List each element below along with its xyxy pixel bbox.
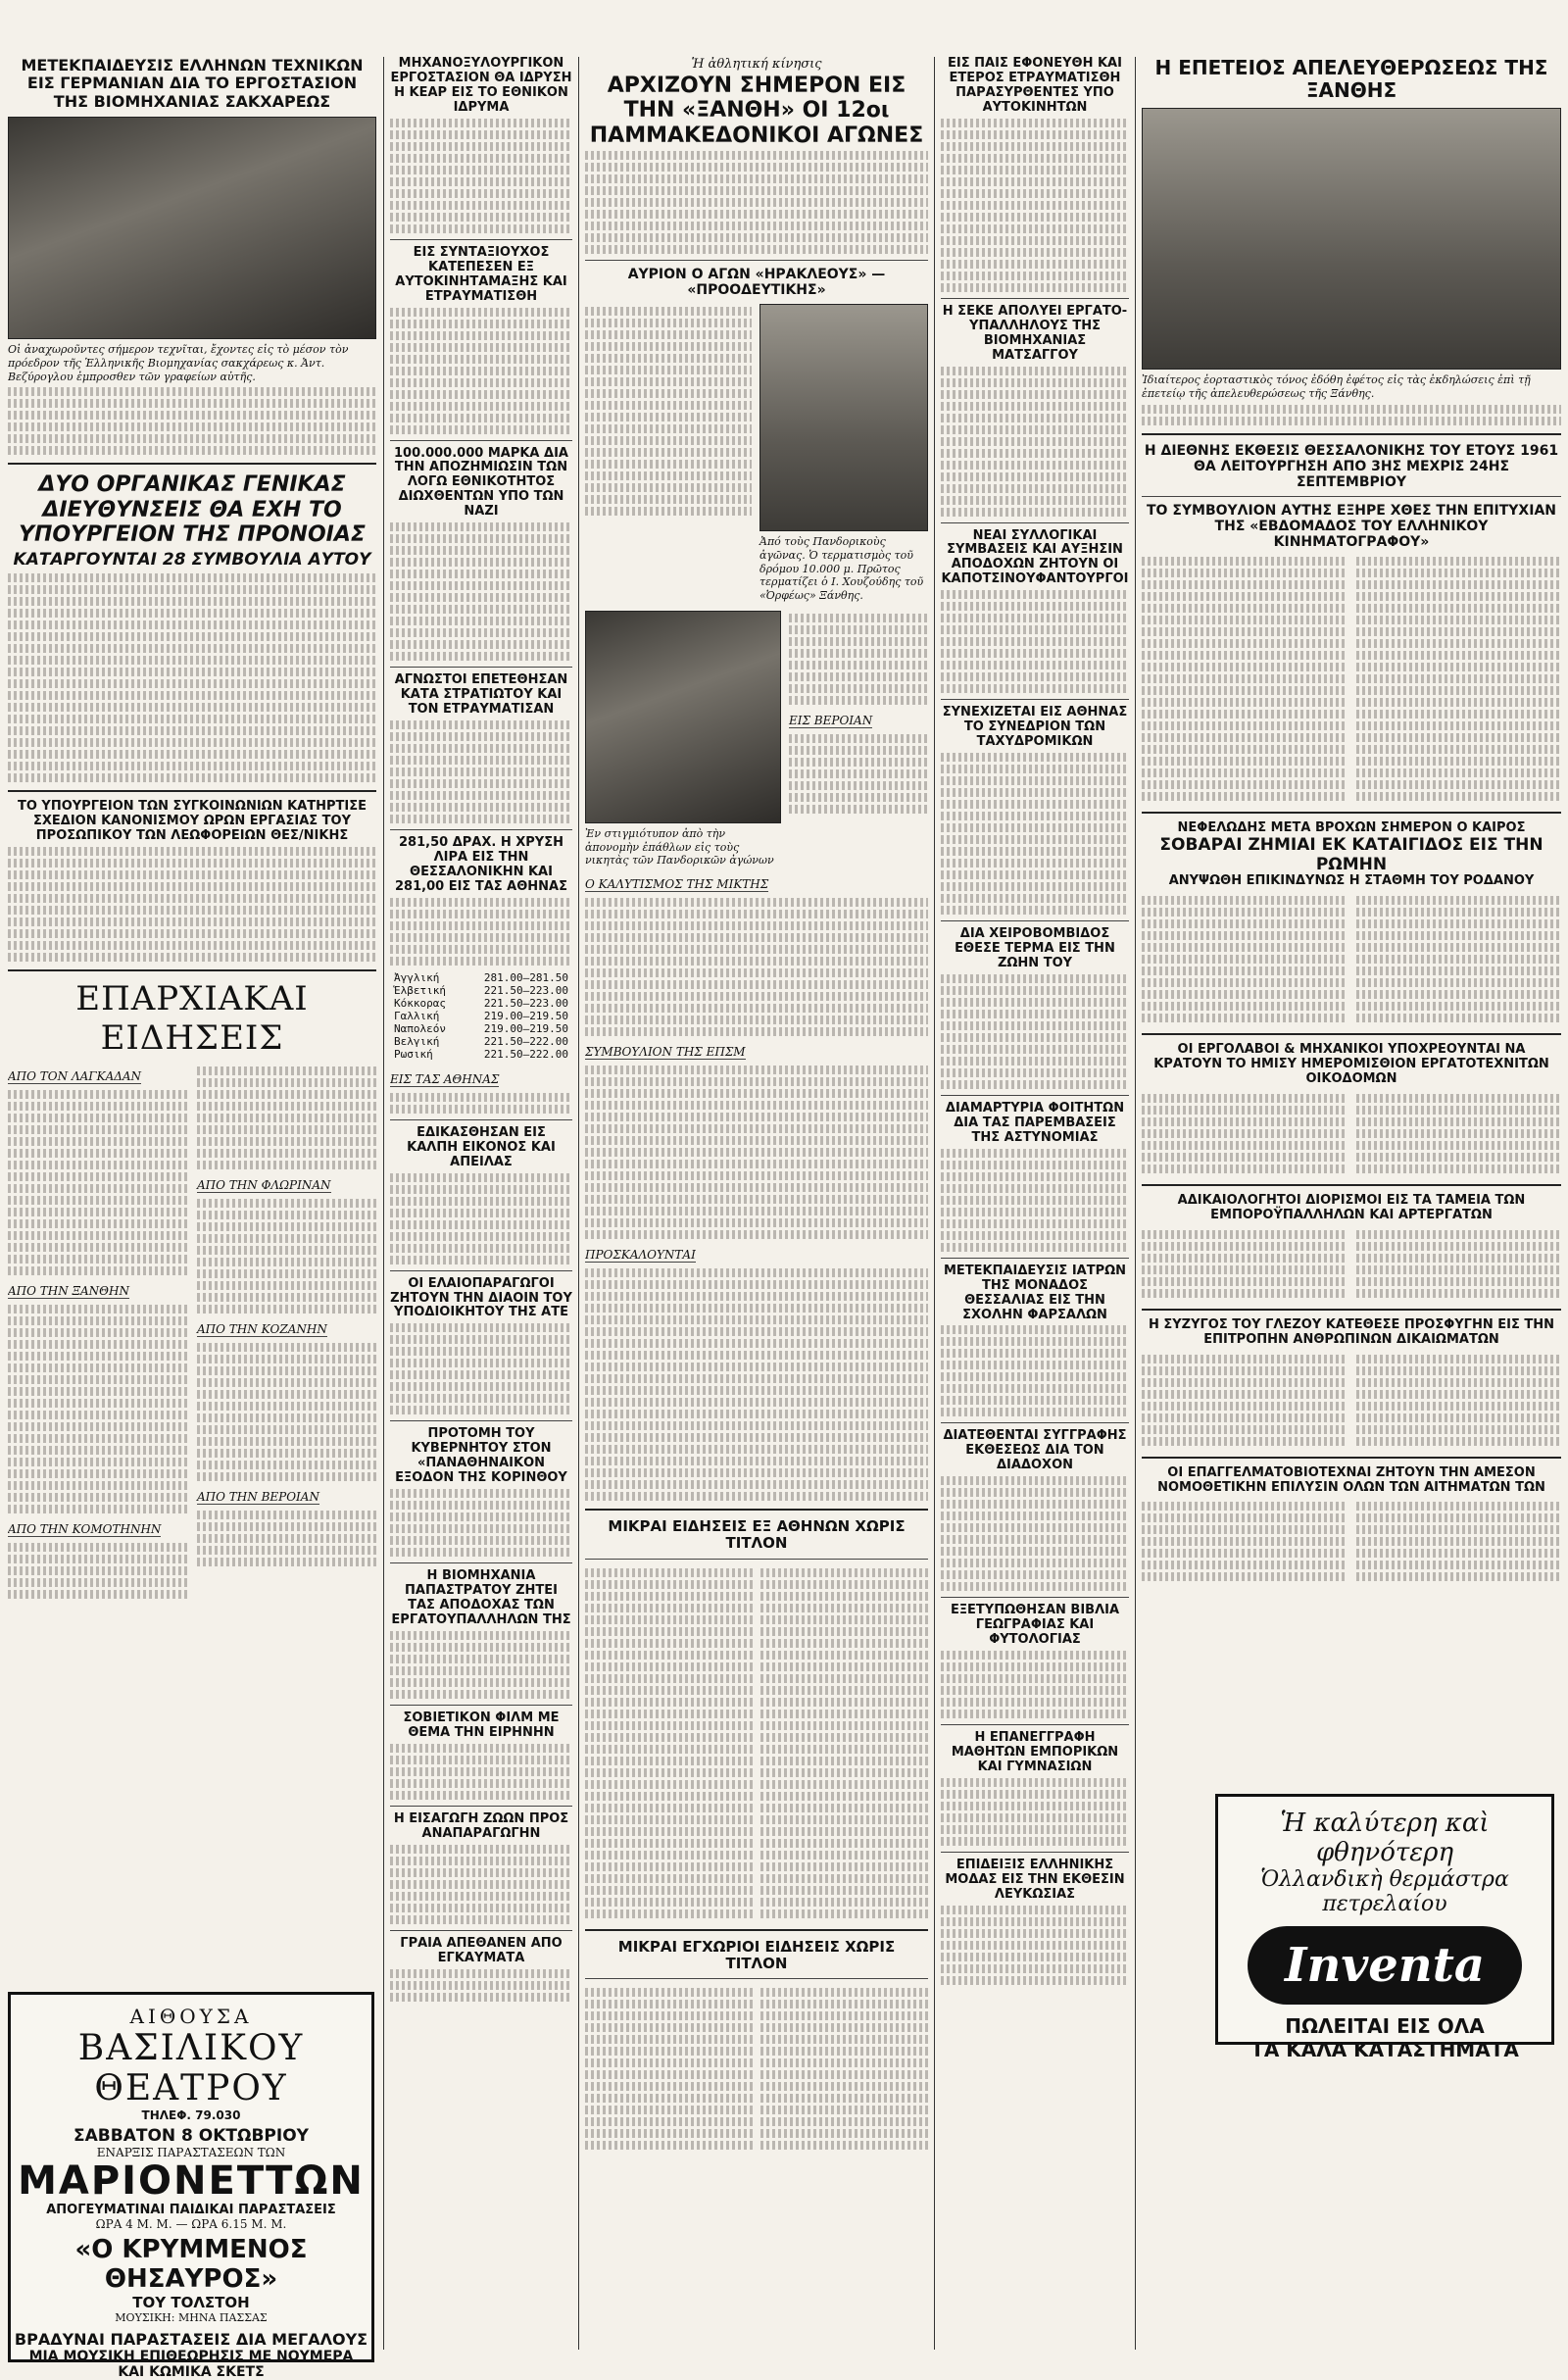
price-row: Ἑλβετική 221.50—223.00 <box>394 983 568 997</box>
sports-subheadline: ΑΥΡΙΟΝ Ο ΑΓΩΝ «ΗΡΑΚΛΕΟΥΣ» — «ΠΡΟΟΔΕΥΤΙΚΗΣ» <box>627 266 886 298</box>
headline-re-enrollment: Η ΕΠΑΝΕΓΓΡΑΦΗ ΜΑΘΗΤΩΝ ΕΜΠΟΡΙΚΩΝ ΚΑΙ ΓΥΜΝΑΣΙΩΝ <box>951 1730 1119 1774</box>
headline-soviet-film: ΣΟΒΙΕΤΙΚΟΝ ΦΙΛΜ ΜΕ ΘΕΜΑ ΤΗΝ ΕΙΡΗΝΗΝ <box>403 1710 560 1740</box>
section-xanthi: ΑΠΟ ΤΗΝ ΞΑΝΘΗΝ <box>8 1283 129 1298</box>
ad-theatre-times: ΩΡΑ 4 Μ. Μ. — ΩΡΑ 6.15 Μ. Μ. <box>95 2217 287 2231</box>
sports-headline: ΑΡΧΙΖΟΥΝ ΣΗΜΕΡΟΝ ΕΙΣ ΤΗΝ «ΞΑΝΘΗ» ΟΙ 12οι ΠΑΜΜΑΚΕΔΟΝΙΚΟΙ ΑΓΩΝΕΣ <box>589 74 924 148</box>
ad-theatre-author: ΤΟΥ ΤΟΛΣΤΟΗ <box>132 2294 250 2311</box>
ad-theatre-night: ΒΡΑΔΥΝΑΙ ΠΑΡΑΣΤΑΣΕΙΣ ΔΙΑ ΜΕΓΑΛΟΥΣ <box>14 2330 368 2349</box>
subhead-welfare: ΚΑΤΑΡΓΟΥΝΤΑΙ 28 ΣΥΜΒΟΥΛΙΑ ΑΥΤΟΥ <box>13 550 371 570</box>
column-rule <box>1135 57 1136 2350</box>
headline-local-briefs: ΜΙΚΡΑΙ ΕΓΧΩΡΙΟΙ ΕΙΔΗΣΕΙΣ ΧΩΡΙΣ ΤΙΤΛΟΝ <box>617 1937 896 1972</box>
gold-prices-table <box>394 971 568 1061</box>
section-komotini: ΑΠΟ ΤΗΝ ΚΟΜΟΤΗΝΗΝ <box>8 1521 162 1536</box>
column-sports <box>585 57 928 2350</box>
section-lagkadas: ΑΠΟ ΤΟΝ ΛΑΓΚΑΔΑΝ <box>8 1068 142 1083</box>
column-rule <box>383 57 384 2350</box>
caption-award-ceremony: Ἐν στιγμιότυπον ἀπὸ τὴν ἀπονομὴν ἐπάθλων εἰς τοὺς νικητὰς τῶν Πανδορικῶν ἀγώνων <box>585 826 774 868</box>
headline-technicians: ΜΕΤΕΚΠΑΙΔΕΥΣΙΣ ΕΛΛΗΝΩΝ ΤΕΧΝΙΚΩΝ ΕΙΣ ΓΕΡΜΑΝΙΑΝ ΔΙΑ ΤΟ ΕΡΓΟΣΤΑΣΙΟΝ ΤΗΣ ΒΙΟΜΗΧΑΝΙΑΣ ΣΑΚΧΑΡΕΩΣ <box>21 57 364 111</box>
sports-section-summons: ΠΡΟΣΚΑΛΟΥΝΤΑΙ <box>585 1248 696 1263</box>
headline-doctors-training: ΜΕΤΕΚΠΑΙΔΕΥΣΙΣ ΙΑΤΡΩΝ ΤΗΣ ΜΟΝΑΔΟΣ ΘΕΣΣΑΛΙΑΣ ΕΙΣ ΤΗΝ ΣΧΟΛΗΝ ΦΑΡΣΑΛΩΝ <box>943 1263 1127 1322</box>
ad-inventa-heater <box>1215 1794 1554 2061</box>
ad-theatre-night3: ΚΑΙ ΚΩΜΙΚΑ ΣΚΕΤΣ <box>118 2364 265 2380</box>
section-title-provincial: ΕΠΑΡΧΙΑΚΑΙ ΕΙΔΗΣΕΙΣ <box>75 978 309 1058</box>
headline-welfare: ΔΥΟ ΟΡΓΑΝΙΚΑΣ ΓΕΝΙΚΑΣ ΔΙΕΥΘΥΝΣΕΙΣ ΘΑ ΕΧΗ ΤΟ ΥΠΟΥΡΓΕΙΟΝ ΤΗΣ ΠΡΟΝΟΙΑΣ <box>19 472 366 548</box>
caption-technicians: Οἱ ἀναχωροῦντες σήμερον τεχνῖται, ἔχοντες εἰς τὸ μέσον τὸν πρόεδρον τῆς Ἑλληνικῆς Βιομηχανίας σακχάρεως κ. Ἀντ. Βεζύρογλου ἐμπροσθεν τῶν γραφείων αὐτῆς. <box>8 343 349 383</box>
ad-inventa-line4: ΤΑ ΚΑΛΑ ΚΑΤΑΣΤΗΜΑΤΑ <box>1250 2038 1519 2061</box>
ad-theatre-line1: ΑΙΘΟΥΣΑ <box>129 2005 253 2028</box>
sports-section-swimming: Ο ΚΑΛΥΤΙΣΜΟΣ ΤΗΣ ΜΙΚΤΗΣ <box>585 877 769 892</box>
ad-inventa-line1: Ἡ καλύτερη καὶ φθηνότερη <box>1280 1809 1490 1867</box>
headline-contractors: ΟΙ ΕΡΓΟΛΑΒΟΙ & ΜΗΧΑΝΙΚΟΙ ΥΠΟΧΡΕΟΥΝΤΑΙ ΝΑ ΚΡΑΤΟΥΝ ΤΟ ΗΜΙΣΥ ΗΜΕΡΟΜΙΣΘΙΟΝ ΕΡΓΑΤΟΤΕΧΝΙΤΩΝ ΟΙΚΟΔΟΜΩΝ <box>1153 1042 1549 1086</box>
headline-papastratos: Η ΒΙΟΜΗΧΑΝΙΑ ΠΑΠΑΣΤΡΑΤΟΥ ΖΗΤΕΙ ΤΑΣ ΑΠΟΔΟΧΑΣ ΤΩΝ ΕΡΓΑΤΟΥΠΑΛΛΗΛΩΝ ΤΗΣ <box>391 1568 571 1627</box>
sports-kicker: Ἡ ἀθλητική κίνησις <box>691 57 822 72</box>
headline-gold-pound: 281,50 ΔΡΑΧ. Η ΧΡΥΣΗ ΛΙΡΑ ΕΙΣ ΤΗΝ ΘΕΣΣΑΛΟΝΙΚΗΝ ΚΑΙ 281,00 ΕΙΣ ΤΑΣ ΑΘΗΝΑΣ <box>395 835 567 894</box>
headline-postal-congress: ΣΥΝΕΧΙΖΕΤΑΙ ΕΙΣ ΑΘΗΝΑΣ ΤΟ ΣΥΝΕΔΡΙΟΝ ΤΩΝ ΤΑΧΥΔΡΟΜΙΚΩΝ <box>942 705 1128 750</box>
section-florina: ΑΠΟ ΤΗΝ ΦΛΩΡΙΝΑΝ <box>197 1177 331 1192</box>
caption-race-finish: Ἀπό τοὺς Πανδορικοὺς ἀγῶνας. Ὁ τερματισμὸς τοῦ δρόμου 10.000 μ. Πρῶτος τερματίζει ὁ Ι. Χουζούδης τοῦ «Ὀρφέως» Ξάνθης. <box>760 535 924 603</box>
headline-glezos-wife: Η ΣΥΖΥΓΟΣ ΤΟΥ ΓΛΕΖΟΥ ΚΑΤΕΘΕΣΕ ΠΡΟΣΦΥΓΗΝ ΕΙΣ ΤΗΝ ΕΠΙΤΡΟΠΗΝ ΑΝΘΡΩΠΙΝΩΝ ΔΙΚΑΙΩΜΑΤΩΝ <box>1148 1316 1554 1347</box>
headline-woodwork-factory: ΜΗΧΑΝΟΞΥΛΟΥΡΓΙΚΟΝ ΕΡΓΟΣΤΑΣΙΟΝ ΘΑ ΙΔΡΥΣΗ Η ΚΕΑΡ ΕΙΣ ΤΟ ΕΘΝΙΚΟΝ ΙΔΡΥΜΑ <box>390 57 572 115</box>
ad-inventa-line3: ΠΩΛΕΙΤΑΙ ΕΙΣ ΟΛΑ <box>1285 2014 1485 2038</box>
photo-xanthi-parade <box>1142 108 1561 370</box>
headline-crown-prince: ΔΙΑΤΕΘΕΝΤΑΙ ΣΥΓΓΡΑΦΗΣ ΕΚΘΕΣΕΩΣ ΔΙΑ ΤΟΝ ΔΙΑΔΟΧΟΝ <box>943 1428 1127 1473</box>
headline-books-printed: ΕΞΕΤΥΠΩΘΗΣΑΝ ΒΙΒΛΙΑ ΓΕΩΓΡΑΦΙΑΣ ΚΑΙ ΦΥΤΟΛΟΓΙΑΣ <box>950 1603 1120 1648</box>
price-row: Ρωσική 221.50—222.00 <box>394 1047 568 1061</box>
photo-technicians <box>8 117 376 339</box>
ad-theatre-marionettes: ΜΑΡΙΟΝΕΤΤΩΝ <box>18 2158 365 2204</box>
weather-kicker: ΝΕΦΕΛΩΔΗΣ ΜΕΤΑ ΒΡΟΧΩΝ ΣΗΜΕΡΟΝ Ο ΚΑΙΡΟΣ <box>1177 820 1526 836</box>
section-kozani: ΑΠΟ ΤΗΝ ΚΟΖΑΝΗΝ <box>197 1321 327 1336</box>
photo-award-ceremony <box>585 611 781 823</box>
headline-olive-producers: ΟΙ ΕΛΑΙΟΠΑΡΑΓΩΓΟΙ ΖΗΤΟΥΝ ΤΗΝ ΔΙΑΟΙΝ ΤΟΥ ΥΠΟΔΙΟΙΚΗΤΟΥ ΤΗΣ ΑΤΕ <box>390 1275 572 1320</box>
column-rule <box>578 57 579 2350</box>
headline-ballot-trial: ΕΔΙΚΑΣΘΗΣΑΝ ΕΙΣ ΚΑΛΠΗ ΕΙΚΟΝΟΣ ΚΑΙ ΑΠΕΙΛΑΣ <box>407 1124 556 1169</box>
ad-theatre-name: ΒΑΣΙΛΙΚΟΥ ΘΕΑΤΡΟΥ <box>77 2028 305 2108</box>
headline-athens-briefs: ΜΙΚΡΑΙ ΕΙΔΗΣΕΙΣ ΕΞ ΑΘΗΝΩΝ ΧΩΡΙΣ ΤΙΤΛΟΝ <box>608 1517 906 1553</box>
headline-xanthi-anniversary: Η ΕΠΕΤΕΙΟΣ ΑΠΕΛΕΥΘΕΡΩΣΕΩΣ ΤΗΣ ΞΑΝΘΗΣ <box>1154 57 1548 102</box>
column-rule <box>934 57 935 2350</box>
price-row: Ναπολεόν 219.00—219.50 <box>394 1021 568 1035</box>
price-row: Βελγική 221.50—222.00 <box>394 1034 568 1048</box>
subhead-rhone: ΑΝΥΨΩΘΗ ΕΠΙΚΙΝΔΥΝΩΣ Η ΣΤΑΘΜΗ ΤΟΥ ΡΟΔΑΝΟΥ <box>1168 873 1535 889</box>
headline-bust: ΠΡΟΤΟΜΗ ΤΟΥ ΚΥΒΕΡΝΗΤΟΥ ΣΤΟΝ «ΠΑΝΑΘΗΝΑΙΚΟΝ ΕΞΟΔΟΝ ΤΗΣ ΚΟΡΙΝΘΟΥ <box>395 1426 567 1486</box>
price-row: Ἀγγλική 281.00—281.50 <box>394 970 568 984</box>
headline-unfair-appointments: ΑΔΙΚΑΙΟΛΟΓΗΤΟΙ ΔΙΟΡΙΣΜΟΙ ΕΙΣ ΤΑ ΤΑΜΕΙΑ ΤΩΝ ΕΜΠΟΡΟΫΠΑΛΛΗΛΩΝ ΚΑΙ ΑΡΤΕΡΓΑΤΩΝ <box>1177 1192 1526 1222</box>
subhead-cinema-week: ΤΟ ΣΥΜΒΟΥΛΙΟΝ ΑΥΤΗΣ ΕΞΗΡΕ ΧΘΕΣ ΤΗΝ ΕΠΙΤΥΧΙΑΝ ΤΗΣ «ΕΒΔΟΜΑΔΟΣ ΤΟΥ ΕΛΛΗΝΙΚΟΥ ΚΙΝΗΜΑΤΟΓΡΑΦΟΥ» <box>1147 502 1556 550</box>
body-technicians <box>8 387 376 455</box>
section-veroia: ΑΠΟ ΤΗΝ ΒΕΡΟΙΑΝ <box>197 1489 319 1504</box>
ad-inventa-line2: Ὁλλανδικὴ θερμάστρα πετρελαίου <box>1260 1867 1509 1916</box>
headline-seke-layoffs: Η ΣΕΚΕ ΑΠΟΛΥΕΙ ΕΡΓΑΤΟ-ΥΠΑΛΛΗΛΟΥΣ ΤΗΣ ΒΙΟΜΗΧΑΝΙΑΣ ΜΑΤΣΑΓΓΟΥ <box>942 303 1128 363</box>
ad-theatre-music: ΜΟΥΣΙΚΗ: ΜΗΝΑ ΠΑΣΣΑΣ <box>115 2311 268 2324</box>
price-section-athens: ΕΙΣ ΤΑΣ ΑΘΗΝΑΣ <box>390 1071 500 1086</box>
headline-fashion-show: ΕΠΙΔΕΙΞΙΣ ΕΛΛΗΝΙΚΗΣ ΜΟΔΑΣ ΕΙΣ ΤΗΝ ΕΚΘΕΣΙΝ ΛΕΥΚΩΣΙΑΣ <box>945 1857 1125 1902</box>
ad-theatre-night2: ΜΙΑ ΜΟΥΣΙΚΗ ΕΠΙΘΕΩΡΗΣΙΣ ΜΕ ΝΟΥΜΕΡΑ <box>28 2349 354 2364</box>
column-4 <box>941 57 1129 2350</box>
photo-race-finish <box>760 304 928 531</box>
sports-section-council: ΣΥΜΒΟΥΛΙΟΝ ΤΗΣ ΕΠΣΜ <box>585 1045 746 1060</box>
sports-section-veroia: ΕΙΣ ΒΕΡΟΙΑΝ <box>789 713 873 727</box>
ad-inventa-logo: Inventa <box>1248 1926 1522 2005</box>
headline-rome-storm: ΣΟΒΑΡΑΙ ΖΗΜΙΑΙ ΕΚ ΚΑΤΑΙΓΙΔΟΣ ΕΙΣ ΤΗΝ ΡΩΜΗΝ <box>1159 835 1544 874</box>
price-row: Κόκκορας 221.50—223.00 <box>394 996 568 1010</box>
headline-grenade: ΔΙΑ ΧΕΙΡΟΒΟΜΒΙΔΟΣ ΕΘΕΣΕ ΤΕΡΜΑ ΕΙΣ ΤΗΝ ΖΩΗΝ ΤΟΥ <box>955 926 1115 970</box>
ad-theatre-subtitle: ΕΝΑΡΞΙΣ ΠΑΡΑΣΤΑΣΕΩΝ ΤΩΝ <box>96 2146 286 2159</box>
headline-craftsmen: ΟΙ ΕΠΑΓΓΕΛΜΑΤΟΒΙΟΤΕΧΝΑΙ ΖΗΤΟΥΝ ΤΗΝ ΑΜΕΣΟΝ ΝΟΜΟΘΕΤΙΚΗΝ ΕΠΙΛΥΣΙΝ ΟΛΩΝ ΤΩΝ ΑΙΤΗΜΑΤΩΝ ΤΩΝ <box>1157 1464 1545 1495</box>
headline-students-protest: ΔΙΑΜΑΡΤΥΡΙΑ ΦΟΙΤΗΤΩΝ ΔΙΑ ΤΑΣ ΠΑΡΕΜΒΑΣΕΙΣ ΤΗΣ ΑΣΤΥΝΟΜΙΑΣ <box>945 1100 1125 1145</box>
headline-weavers: ΝΕΑΙ ΣΥΛΛΟΓΙΚΑΙ ΣΥΜΒΑΣΕΙΣ ΚΑΙ ΑΥΞΗΣΙΝ ΑΠΟΔΟΧΩΝ ΖΗΤΟΥΝ ΟΙ ΚΑΠΟΤΣΙΝΟΥΦΑΝΤΟΥΡΓΟΙ <box>941 527 1129 587</box>
price-row: Γαλλική 219.00—219.50 <box>394 1009 568 1022</box>
ad-theatre-phone: ΤΗΛΕΦ. 79.030 <box>141 2108 241 2122</box>
column-2 <box>390 57 572 2350</box>
headline-child-killed: ΕΙΣ ΠΑΙΣ ΕΦΟΝΕΥΘΗ ΚΑΙ ΕΤΕΡΟΣ ΕΤΡΑΥΜΑΤΙΣΘΗ ΠΑΡΑΣΥΡΘΕΝΤΕΣ ΥΠΟ ΑΥΤΟΚΙΝΗΤΩΝ <box>948 57 1122 115</box>
headline-marks-compensation: 100.000.000 ΜΑΡΚΑ ΔΙΑ ΤΗΝ ΑΠΟΖΗΜΙΩΣΙΝ ΤΩΝ ΛΟΓΩ ΕΘΝΙΚΟΤΗΤΟΣ ΔΙΩΧΘΕΝΤΩΝ ΥΠΟ ΤΩΝ ΝΑΖΙ <box>394 445 568 520</box>
headline-soldier-attack: ΑΓΝΩΣΤΟΙ ΕΠΕΤΕΘΗΣΑΝ ΚΑΤΑ ΣΤΡΑΤΙΩΤΟΥ ΚΑΙ ΤΟΝ ΕΤΡΑΥΜΑΤΙΣΑΝ <box>394 672 568 718</box>
caption-xanthi-parade: Ἰδιαίτερος ἑορταστικὸς τόνος ἐδόθη ἐφέτος εἰς τὰς ἐκδηλώσεις ἐπὶ τῇ ἐπετείῳ τῆς ἀπελευθερώσεως τῆς Ξάνθης. <box>1142 373 1531 400</box>
ad-theatre-sub2: ΑΠΟΓΕΥΜΑΤΙΝΑΙ ΠΑΙΔΙΚΑΙ ΠΑΡΑΣΤΑΣΕΙΣ <box>46 2203 336 2217</box>
headline-thessaloniki-fair: Η ΔΙΕΘΝΗΣ ΕΚΘΕΣΙΣ ΘΕΣΣΑΛΟΝΙΚΗΣ ΤΟΥ ΕΤΟΥΣ 1961 ΘΑ ΛΕΙΤΟΥΡΓΗΣΗ ΑΠΟ 3ΗΣ ΜΕΧΡΙΣ 24ΗΣ ΣΕΠΤΕΜΒΡΙΟΥ <box>1144 442 1559 490</box>
headline-old-woman: ΓΡΑΙΑ ΑΠΕΘΑΝΕΝ ΑΠΟ ΕΓΚΑΥΜΑΤΑ <box>400 1935 563 1965</box>
headline-animal-import: Η ΕΙΣΑΓΩΓΗ ΖΩΩΝ ΠΡΟΣ ΑΝΑΠΑΡΑΓΩΓΗΝ <box>393 1810 569 1841</box>
headline-pensioner: ΕΙΣ ΣΥΝΤΑΞΙΟΥΧΟΣ ΚΑΤΕΠΕΣΕΝ ΕΞ ΑΥΤΟΚΙΝΗΤΑΜΑΞΗΣ ΚΑΙ ΕΤΡΑΥΜΑΤΙΣΘΗ <box>395 244 567 304</box>
ad-royal-theatre <box>8 1992 374 2380</box>
ad-theatre-play: «Ο ΚΡΥΜΜΕΝΟΣ ΘΗΣΑΥΡΟΣ» <box>74 2235 308 2294</box>
headline-bus-regulation: ΤΟ ΥΠΟΥΡΓΕΙΟΝ ΤΩΝ ΣΥΓΚΟΙΝΩΝΙΩΝ ΚΑΤΗΡΤΙΣΕ ΣΧΕΔΙΟΝ ΚΑΝΟΝΙΣΜΟΥ ΩΡΩΝ ΕΡΓΑΣΙΑΣ ΤΟΥ ΠΡΟΣΩΠΙΚΟΥ ΤΩΝ ΛΕΩΦΟΡΕΙΩΝ ΘΕΣ/ΝΙΚΗΣ <box>17 798 368 843</box>
ad-theatre-date: ΣΑΒΒΑΤΟΝ 8 ΟΚΤΩΒΡΙΟΥ <box>74 2126 309 2146</box>
